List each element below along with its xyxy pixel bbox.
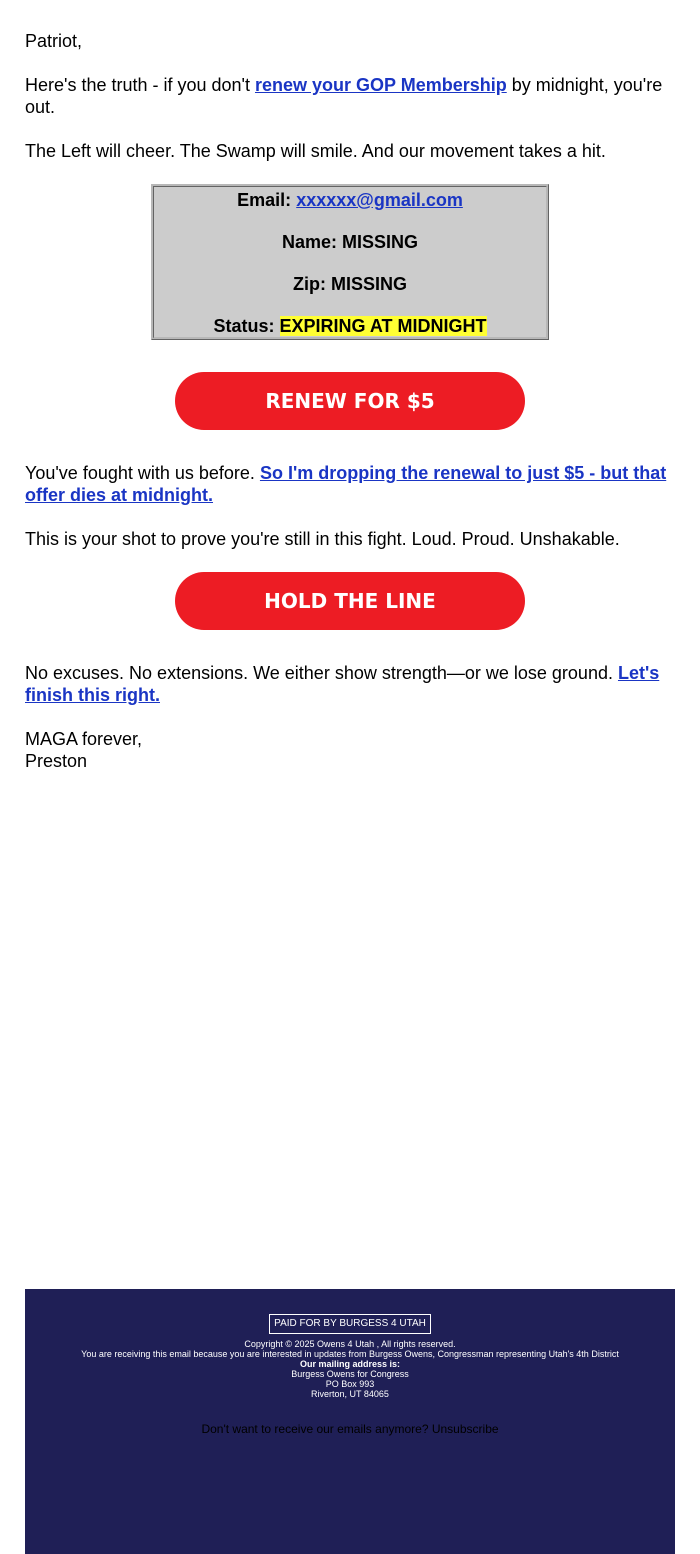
- zip-row: [154, 273, 546, 295]
- name-value: MISSING: [342, 232, 419, 252]
- paragraph-stakes: The Left will cheer. The Swamp will smile. And our movement takes a hit.: [25, 141, 606, 161]
- email-label: Email:: [237, 190, 292, 210]
- name-row: [154, 231, 546, 253]
- hold-the-line-button[interactable]: HOLD THE LINE: [175, 572, 525, 630]
- mailing-address-label: Our mailing address is:: [299, 1359, 401, 1369]
- zip-label: Zip:: [292, 274, 326, 294]
- unsubscribe-link[interactable]: Unsubscribe: [431, 1422, 499, 1436]
- status-row: [154, 315, 546, 337]
- status-label: Status:: [213, 316, 275, 336]
- renew-for-5-button[interactable]: RENEW FOR $5: [175, 372, 525, 430]
- mailing-po-box: PO Box 993: [325, 1379, 375, 1389]
- paid-for-disclaimer: PAID FOR BY BURGESS 4 UTAH: [269, 1314, 431, 1334]
- renewal-offer-link[interactable]: So I'm dropping the renewal to just $5 - but that offer dies at midnight.: [25, 463, 667, 505]
- mailing-city: Riverton, UT 84065: [311, 1389, 389, 1399]
- email-row: [154, 189, 546, 211]
- member-info-box: [151, 184, 549, 340]
- status-value: EXPIRING AT MIDNIGHT: [279, 316, 487, 336]
- email-body: [25, 30, 675, 794]
- unsubscribe-line: [25, 1422, 675, 1436]
- greeting: Patriot,: [25, 31, 83, 51]
- paragraph-deadline-text: Here's the truth - if you don't: [25, 75, 255, 95]
- subscription-reason: You are receiving this email because you are interested in updates from Burgess Owens, Congressman representing Utah's 4th District: [81, 1349, 619, 1359]
- unsubscribe-text: Don't want to receive our emails anymore?: [201, 1422, 432, 1436]
- paragraph-no-excuses-text: No excuses. No extensions. We either show strength—or we lose ground.: [25, 663, 618, 683]
- email-link[interactable]: xxxxxx@gmail.com: [296, 190, 463, 210]
- signoff: [25, 728, 675, 772]
- paragraph-deadline-tail: by midnight, you're out.: [25, 75, 663, 117]
- mailing-org: Burgess Owens for Congress: [291, 1369, 409, 1379]
- name-label: Name:: [281, 232, 337, 252]
- paragraph-offer-text: You've fought with us before.: [25, 463, 260, 483]
- copyright-text: Copyright © 2025 Owens 4 Utah , All rights reserved.: [244, 1339, 456, 1349]
- paragraph-deadline: [25, 74, 675, 118]
- email-footer: [25, 1289, 675, 1554]
- paragraph-proof: This is your shot to prove you're still in this fight. Loud. Proud. Unshakable.: [25, 529, 620, 549]
- paragraph-offer: [25, 462, 675, 506]
- paragraph-no-excuses: [25, 662, 675, 706]
- signoff-line: MAGA forever,: [25, 729, 143, 749]
- signature-name: Preston: [25, 751, 88, 771]
- renew-membership-link[interactable]: renew your GOP Membership: [254, 75, 507, 95]
- zip-value: MISSING: [331, 274, 408, 294]
- finish-this-right-link[interactable]: Let's finish this right.: [25, 663, 660, 705]
